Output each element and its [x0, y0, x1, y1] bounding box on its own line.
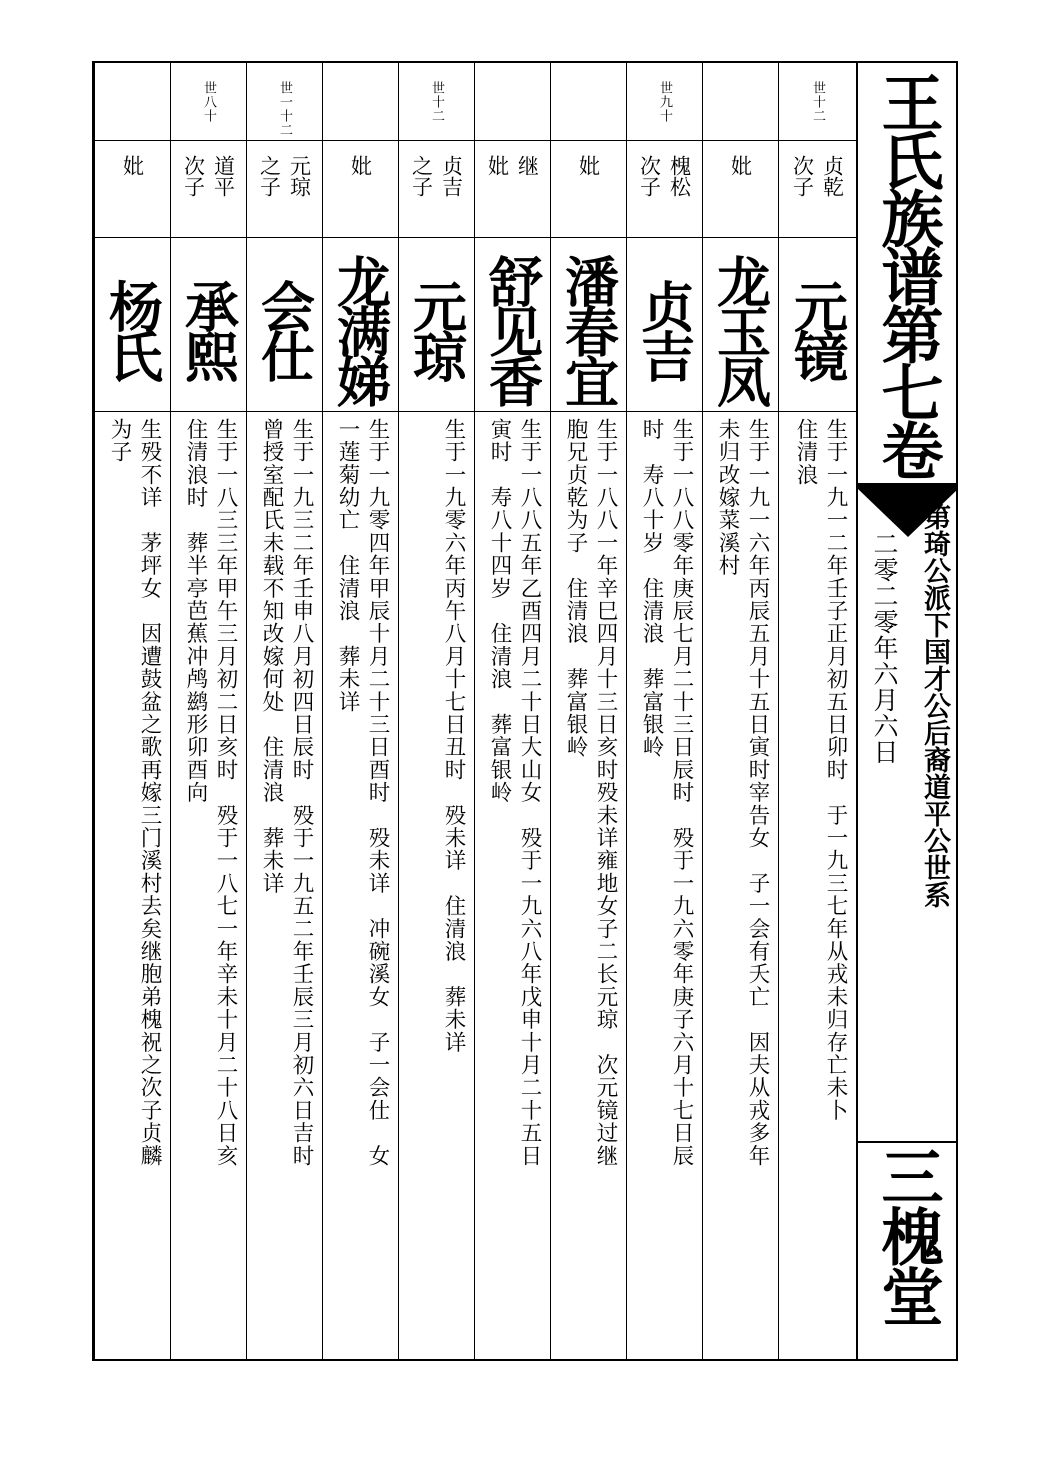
person-detail: 生殁不详 茅坪女 因遭鼓盆之歌再嫁三门溪村去矣继胞弟槐祝之次子贞麟 为子: [107, 418, 162, 1168]
entry-column: [626, 63, 702, 1359]
person-detail: 生于一八三三年甲午三月初二日亥时 殁于一八七一年辛未十月二十八日亥 住清浪时 葬半亭芭蕉冲鸬鹚形卯酉向: [183, 418, 238, 1168]
relation-label: 妣: [120, 155, 145, 176]
hall-name: 三槐堂: [871, 1145, 944, 1325]
generation-label: 世十二: [810, 81, 825, 123]
entry-column: [398, 63, 474, 1359]
generation-label: 世十二: [429, 81, 444, 123]
relation-label: 妣: [576, 155, 601, 176]
person-detail: 生于一九一六年丙辰五月十五日寅时宰告女 子一会有夭亡 因夫从戎多年 未归改嫁菜溪村: [715, 418, 770, 1168]
person-name: 龙玉凤: [708, 254, 773, 404]
person-name: 杨氏: [100, 279, 165, 379]
relation-label: 元琼 之子: [257, 155, 312, 197]
entry-column: [246, 63, 322, 1359]
person-detail: 生于一九一二年壬子正月初五日卯时 于一九三七年从戎未归存亡未卜 住清浪: [793, 418, 848, 1122]
entry-column: [550, 63, 626, 1359]
hall-divider: [858, 1141, 956, 1143]
relation-label: 道平 次子: [181, 155, 236, 197]
relation-label: 妣: [348, 155, 373, 176]
relation-label: 槐松 次子: [637, 155, 692, 197]
genealogy-page: [92, 61, 958, 1361]
person-name: 元琼: [404, 279, 469, 379]
entry-column: [702, 63, 778, 1359]
generation-label: 世九十: [657, 81, 672, 123]
person-detail: 生于一八八一年辛巳四月十三日亥时殁未详雍地女子二长元琼 次元镜过继 胞兄贞乾为子 住清浪 葬富银岭: [563, 418, 618, 1168]
entry-column: [778, 63, 856, 1359]
compile-date: 二零二零年六月六日: [870, 531, 899, 765]
lineage-subtitle: 第琦公派下国才公后裔道平公世系: [919, 503, 950, 908]
title-panel: [856, 63, 956, 1359]
person-detail: 生于一八八五年乙酉四月二十日大山女 殁于一九六八年戊申十月二十五日 寅时 寿八十四岁 住清浪 葬富银岭: [487, 418, 542, 1168]
person-name: 潘春宜: [556, 254, 621, 404]
person-detail: 生于一九三二年壬申八月初四日辰时 殁于一九五二年壬辰三月初六日吉时 曾授室配氏未载不知改嫁何处 住清浪 葬未详: [259, 418, 314, 1168]
entry-column: [94, 63, 170, 1359]
relation-label: 贞乾 次子: [790, 155, 845, 197]
relation-label: 妣: [728, 155, 753, 176]
person-detail: 生于一九零六年丙午八月十七日丑时 殁未详 住清浪 葬未详: [441, 418, 466, 1054]
person-name: 贞吉: [632, 279, 697, 379]
relation-label: 贞吉 之子: [409, 155, 464, 197]
generation-label: 世一十二: [277, 81, 292, 137]
person-name: 会仕: [252, 279, 317, 379]
generation-label: 世八十: [201, 81, 216, 123]
person-detail: 生于一九零四年甲辰十月二十三日酉时 殁未详 冲碗溪女 子一会仕 女 一莲菊幼亡 住清浪 葬未详: [335, 418, 390, 1168]
entry-column: [322, 63, 398, 1359]
relation-label: 继 妣: [485, 155, 540, 176]
person-name: 元镜: [785, 279, 850, 379]
person-name: 龙满娣: [328, 254, 393, 404]
person-name: 舒见香: [480, 254, 545, 404]
entry-column: [474, 63, 550, 1359]
person-name: 承熙: [176, 279, 241, 379]
entry-column: [170, 63, 246, 1359]
person-detail: 生于一八八零年庚辰七月二十三日辰时 殁于一九六零年庚子六月十七日辰 时 寿八十岁 住清浪 葬富银岭: [639, 418, 694, 1168]
book-title: 王氏族谱第七卷: [871, 71, 944, 477]
